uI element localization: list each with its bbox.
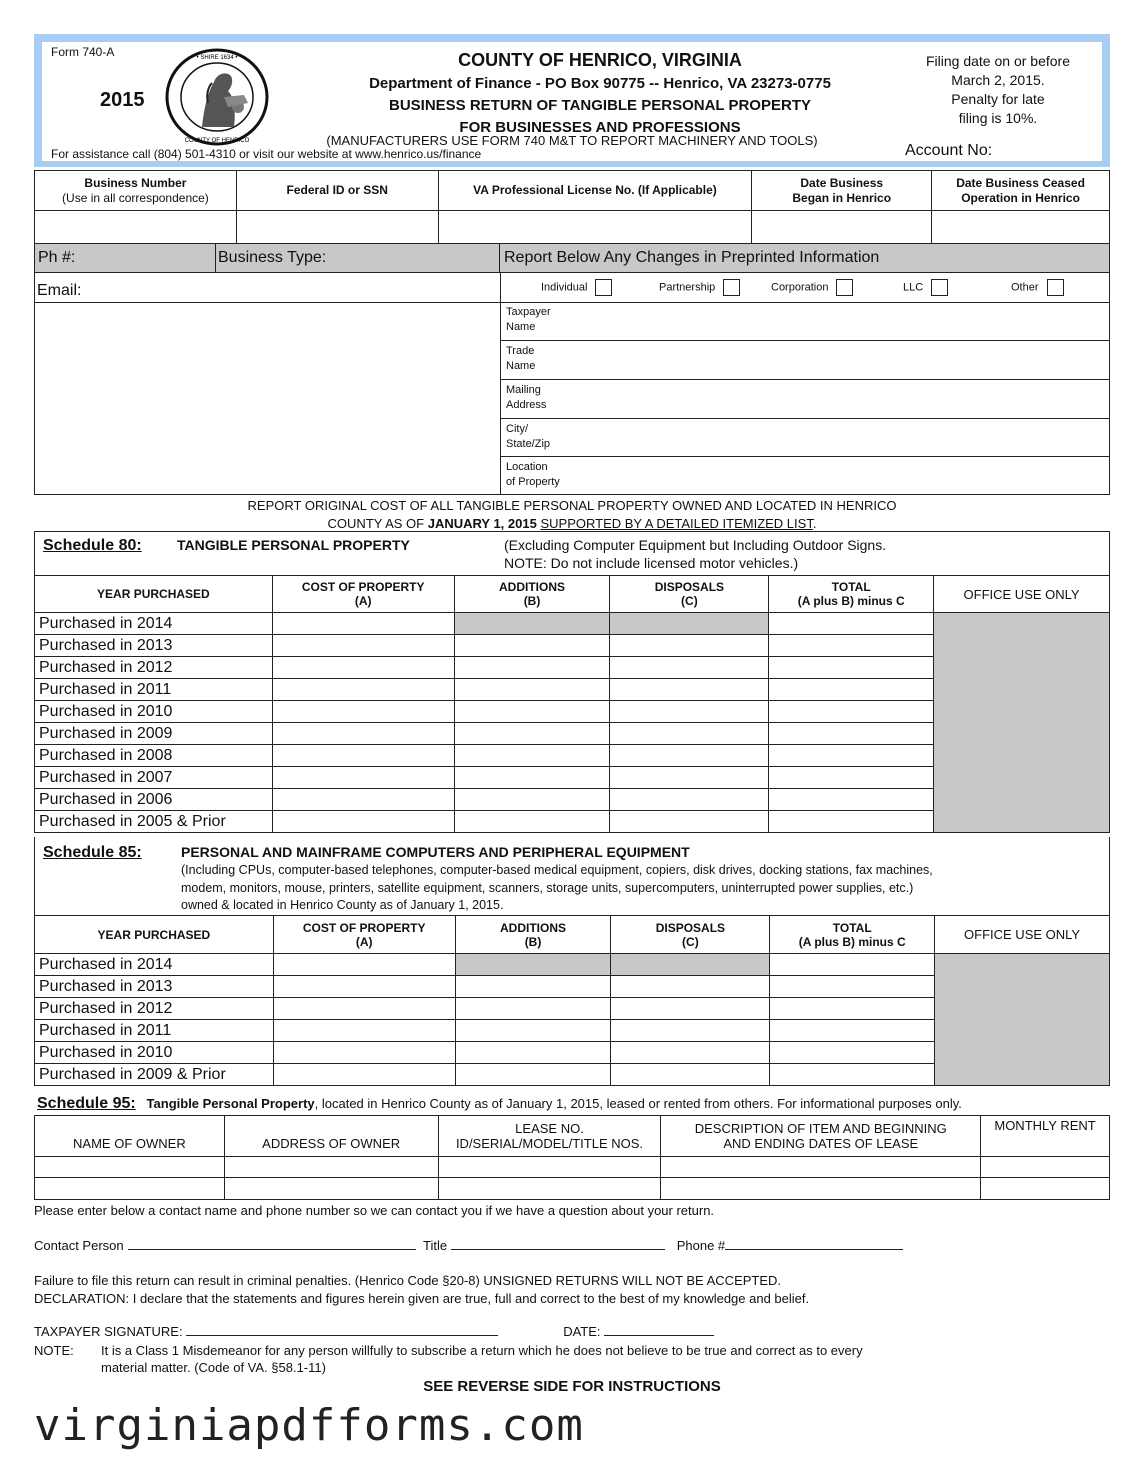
entity-corporation[interactable]: Corporation: [771, 279, 853, 296]
disposals-cell: [610, 613, 769, 635]
email-label: Email:: [37, 282, 82, 299]
office-use-header: OFFICE USE ONLY: [935, 916, 1110, 954]
svg-text:COUNTY OF HENRICO: COUNTY OF HENRICO: [184, 138, 250, 144]
account-number-label: Account No:: [905, 142, 993, 159]
year-row-label: Purchased in 2007: [35, 767, 273, 789]
form-number: Form 740-A: [51, 45, 115, 59]
misdemeanor-note: NOTE: It is a Class 1 Misdemeanor for any person willfully to subscribe a return which he does not believe to be true and correct as to every material matter. (Code of VA. §58.1-11): [34, 1343, 863, 1375]
reverse-side-notice: SEE REVERSE SIDE FOR INSTRUCTIONS: [423, 1378, 721, 1395]
schedule-85-label: Schedule 85:: [43, 844, 142, 861]
department-line: Department of Finance - PO Box 90775 -- Henrico, VA 23273-0775: [369, 75, 831, 92]
county-seal-icon: [164, 47, 270, 147]
contact-line: Contact Person Title Phone #: [34, 1238, 903, 1253]
year-row-label: Purchased in 2011: [35, 1020, 274, 1042]
changes-header: Report Below Any Changes in Preprinted Information: [500, 244, 1109, 272]
additions-header: ADDITIONS (B): [455, 916, 611, 954]
lease-number-header: LEASE NO. ID/SERIAL/MODEL/TITLE NOS.: [438, 1116, 661, 1157]
date-ceased-field[interactable]: [932, 211, 1110, 244]
year-row-label: Purchased in 2010: [35, 701, 273, 723]
additions-cell: [454, 613, 610, 635]
year-row-label: Purchased in 2006: [35, 789, 273, 811]
entity-partnership[interactable]: Partnership: [659, 279, 740, 296]
schedule-95-label: Schedule 95:: [37, 1095, 136, 1112]
phone-field[interactable]: Ph #:: [35, 244, 216, 272]
filing-notice: Filing date on or before March 2, 2015. Penalty for late filing is 10%.: [926, 53, 1070, 126]
additions-header: ADDITIONS (B): [454, 576, 610, 613]
year-row-label: Purchased in 2010: [35, 1042, 274, 1064]
entity-other[interactable]: Other: [1011, 279, 1064, 296]
city-state-zip-field[interactable]: City/ State/Zip: [501, 419, 1109, 457]
monthly-rent-header: MONTHLY RENT: [981, 1116, 1110, 1157]
schedule-85-table: [34, 915, 1110, 1086]
year-row-label: Purchased in 2005 & Prior: [35, 811, 273, 833]
year-row-label: Purchased in 2014: [35, 613, 273, 635]
owner-name-header: NAME OF OWNER: [35, 1116, 225, 1157]
schedule-95-header: Schedule 95: Tangible Personal Property, located in Henrico County as of January 1, 2015, leased or rented from others. For informational purposes only.: [37, 1095, 962, 1112]
disposals-header: DISPOSALS (C): [611, 916, 770, 954]
form-subtitle: FOR BUSINESSES AND PROFESSIONS: [459, 119, 741, 136]
phone-field-contact[interactable]: [725, 1249, 903, 1250]
partnership-checkbox[interactable]: [723, 279, 740, 296]
signature-line: TAXPAYER SIGNATURE: DATE:: [34, 1324, 714, 1339]
office-use-header: OFFICE USE ONLY: [934, 576, 1110, 613]
business-type-field[interactable]: Business Type:: [216, 244, 500, 272]
llc-checkbox[interactable]: [931, 279, 948, 296]
signature-field[interactable]: [186, 1335, 498, 1336]
date-began-header: Date Business Began in Henrico: [752, 171, 932, 211]
year-purchased-header: YEAR PURCHASED: [35, 916, 274, 954]
schedule-80-note: (Excluding Computer Equipment but Including Outdoor Signs. NOTE: Do not include licensed motor vehicles.): [504, 537, 887, 571]
va-license-header: VA Professional License No. (If Applicable): [438, 171, 752, 211]
other-checkbox[interactable]: [1047, 279, 1064, 296]
business-number-header: Business Number (Use in all correspondence): [35, 171, 237, 211]
year-row-label: Purchased in 2011: [35, 679, 273, 701]
business-number-field[interactable]: [35, 211, 237, 244]
corporation-checkbox[interactable]: [836, 279, 853, 296]
date-began-field[interactable]: [752, 211, 932, 244]
year-row-label: Purchased in 2009 & Prior: [35, 1064, 274, 1086]
cost-header: COST OF PROPERTY (A): [273, 916, 455, 954]
owner-address-header: ADDRESS OF OWNER: [224, 1116, 438, 1157]
federal-id-header: Federal ID or SSN: [236, 171, 438, 211]
svg-text:• SHIRE 1634 •: • SHIRE 1634 •: [196, 55, 238, 61]
total-cell[interactable]: [769, 613, 934, 635]
year-row-label: Purchased in 2012: [35, 657, 273, 679]
schedule-80-title: TANGIBLE PERSONAL PROPERTY: [177, 537, 410, 553]
manufacturers-note: (MANUFACTURERS USE FORM 740 M&T TO REPORT MACHINERY AND TOOLS): [326, 133, 818, 148]
county-title: COUNTY OF HENRICO, VIRGINIA: [458, 50, 742, 70]
year-row-label: Purchased in 2012: [35, 998, 274, 1020]
total-header: TOTAL (A plus B) minus C: [769, 576, 934, 613]
form-title: BUSINESS RETURN OF TANGIBLE PERSONAL PROPERTY: [389, 97, 811, 114]
cost-header: COST OF PROPERTY (A): [272, 576, 454, 613]
office-use-cell: [934, 613, 1110, 833]
schedule-80-table: [34, 575, 1110, 833]
entity-individual[interactable]: Individual: [541, 279, 612, 296]
penalty-declaration: Failure to file this return can result in criminal penalties. (Henrico Code §20-8) UNSIGNED RETURNS WILL NOT BE ACCEPTED. DECLARATION: I declare that the statements and figures herein given are true, full and correct to the best of my knowledge and belief.: [34, 1273, 810, 1306]
schedule-95-table: [34, 1115, 1110, 1200]
disposals-header: DISPOSALS (C): [610, 576, 769, 613]
individual-checkbox[interactable]: [595, 279, 612, 296]
title-field[interactable]: [451, 1249, 665, 1250]
year-row-label: Purchased in 2008: [35, 745, 273, 767]
contact-intro: Please enter below a contact name and phone number so we can contact you if we have a question about your return.: [34, 1203, 715, 1218]
trade-name-field[interactable]: Trade Name: [501, 341, 1109, 380]
federal-id-field[interactable]: [236, 211, 438, 244]
office-use-cell: [935, 954, 1110, 1086]
preprinted-changes-fields: [501, 302, 1109, 495]
year-purchased-header: YEAR PURCHASED: [35, 576, 273, 613]
year-row-label: Purchased in 2009: [35, 723, 273, 745]
date-ceased-header: Date Business Ceased Operation in Henrico: [932, 171, 1110, 211]
assistance-line: For assistance call (804) 501-4310 or visit our website at www.henrico.us/finance: [51, 147, 482, 161]
schedule-85-description: (Including CPUs, computer-based telephones, computer-based medical equipment, copiers, disk drives, docking stations, fax machines, modem, monitors, mouse, printers, satellite equipment, scanners, storage units, supercomputers, uninterrupted power supplies, etc.) owned & located in Henrico County as of January 1, 2015.: [181, 863, 933, 912]
year-row-label: Purchased in 2014: [35, 954, 274, 976]
watermark-logo: virginiapdfforms.com: [34, 1400, 584, 1451]
year-row-label: Purchased in 2013: [35, 976, 274, 998]
year-row-label: Purchased in 2013: [35, 635, 273, 657]
total-header: TOTAL (A plus B) minus C: [770, 916, 935, 954]
form-year: 2015: [100, 89, 145, 111]
date-field[interactable]: [604, 1335, 714, 1336]
identification-table: [34, 170, 1110, 244]
property-location-field[interactable]: Location of Property: [506, 461, 560, 488]
mailing-address-field[interactable]: Mailing Address: [501, 380, 1109, 419]
cost-cell[interactable]: [272, 613, 454, 635]
taxpayer-name-field[interactable]: Taxpayer Name: [501, 302, 1109, 341]
va-license-field[interactable]: [438, 211, 752, 244]
entity-llc[interactable]: LLC: [903, 279, 948, 296]
contact-person-field[interactable]: [128, 1249, 416, 1250]
report-instruction: REPORT ORIGINAL COST OF ALL TANGIBLE PERSONAL PROPERTY OWNED AND LOCATED IN HENRICO COUNTY AS OF JANUARY 1, 2015 SUPPORTED BY A DETAILED ITEMIZED LIST.: [247, 498, 897, 531]
lease-description-header: DESCRIPTION OF ITEM AND BEGINNING AND ENDING DATES OF LEASE: [661, 1116, 981, 1157]
schedule-85-title: PERSONAL AND MAINFRAME COMPUTERS AND PERIPHERAL EQUIPMENT: [181, 844, 690, 860]
schedule-80-label: Schedule 80:: [43, 537, 142, 554]
